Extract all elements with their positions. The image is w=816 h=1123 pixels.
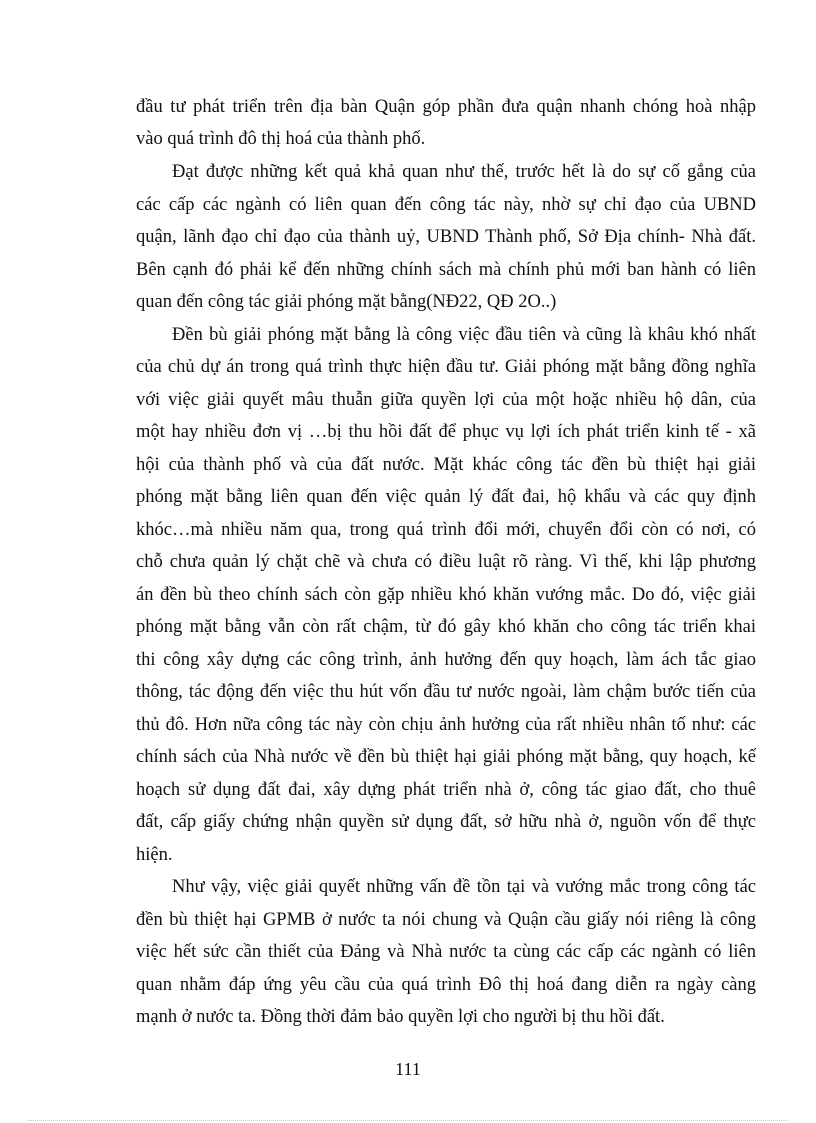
text-line: vào quá trình đô thị hoá của thành phố. bbox=[136, 129, 426, 149]
text-line: án đền bù theo chính sách còn gặp nhiều khó khăn vướng mắc. Do đó, việc giải bbox=[136, 585, 756, 605]
text-line: với việc giải quyết mâu thuẫn giữa quyền lợi của một hoặc nhiều hộ dân, của bbox=[136, 390, 756, 410]
page-number: 111 bbox=[395, 1059, 421, 1079]
text-line: Bên cạnh đó phải kể đến những chính sách mà chính phủ mới ban hành có liên bbox=[136, 260, 756, 280]
paragraph-first-line: Đền bù giải phóng mặt bằng là công việc đầu tiên và cũng là khâu khó nhất bbox=[172, 325, 756, 345]
footer-divider bbox=[28, 1120, 788, 1121]
text-line: khóc…mà nhiều năm qua, trong quá trình đổi mới, chuyển đổi còn có nơi, có bbox=[136, 520, 756, 540]
text-line: việc hết sức cần thiết của Đảng và Nhà nước ta cùng các cấp các ngành có liên bbox=[136, 942, 756, 962]
text-line: quan nhằm đáp ứng yêu cầu của quá trình Đô thị hoá đang diễn ra ngày càng bbox=[136, 975, 756, 995]
text-line: phóng mặt bằng liên quan đến việc quản lý đất đai, hộ khẩu và các quy định bbox=[136, 487, 756, 507]
text-line: chỗ chưa quản lý chặt chẽ và chưa có điều luật rõ ràng. Vì thế, khi lập phương bbox=[136, 552, 756, 572]
text-line: quan đến công tác giải phóng mặt bằng(NĐ22, QĐ 2O..) bbox=[136, 292, 557, 312]
text-line: của chủ dự án trong quá trình thực hiện đầu tư. Giải phóng mặt bằng đồng nghĩa bbox=[136, 357, 756, 377]
text-line: đền bù thiệt hại GPMB ở nước ta nói chung và Quận cầu giấy nói riêng là công bbox=[136, 910, 756, 930]
text-line: đầu tư phát triển trên địa bàn Quận góp phần đưa quận nhanh chóng hoà nhập bbox=[136, 97, 756, 117]
paragraph-first-line: Đạt được những kết quả khả quan như thế, trước hết là do sự cố gắng của bbox=[172, 162, 756, 182]
text-line: quận, lãnh đạo chỉ đạo của thành uỷ, UBND Thành phố, Sở Địa chính- Nhà đất. bbox=[136, 227, 756, 247]
text-line: phóng mặt bằng vẫn còn rất chậm, từ đó gây khó khăn cho công tác triển khai bbox=[136, 617, 756, 637]
text-line: các cấp các ngành có liên quan đến công tác này, nhờ sự chỉ đạo của UBND bbox=[136, 195, 756, 215]
text-line: thông, tác động đến việc thu hút vốn đầu tư nước ngoài, làm chậm bước tiến của bbox=[136, 682, 756, 702]
paragraph-first-line: Như vậy, việc giải quyết những vấn đề tồn tại và vướng mắc trong công tác bbox=[172, 877, 756, 897]
text-line: hoạch sử dụng đất đai, xây dựng phát triển nhà ở, công tác giao đất, cho thuê bbox=[136, 780, 756, 800]
text-line: thủ đô. Hơn nữa công tác này còn chịu ảnh hưởng của rất nhiều nhân tố như: các bbox=[136, 715, 756, 735]
text-line: chính sách của Nhà nước về đền bù thiệt hại giải phóng mặt bằng, quy hoạch, kế bbox=[136, 747, 756, 767]
text-line: thi công xây dựng các công trình, ảnh hưởng đến quy hoạch, làm ách tắc giao bbox=[136, 650, 756, 670]
text-line: hội của thành phố và của đất nước. Mặt khác công tác đền bù thiệt hại giải bbox=[136, 455, 756, 475]
text-line: một hay nhiều đơn vị …bị thu hồi đất để phục vụ lợi ích phát triển kinh tế - xã bbox=[136, 422, 756, 442]
text-line: hiện. bbox=[136, 845, 173, 865]
text-line: mạnh ở nước ta. Đồng thời đảm bảo quyền lợi cho người bị thu hồi đất. bbox=[136, 1007, 665, 1027]
text-line: đất, cấp giấy chứng nhận quyền sử dụng đất, sở hữu nhà ở, nguồn vốn để thực bbox=[136, 812, 756, 832]
